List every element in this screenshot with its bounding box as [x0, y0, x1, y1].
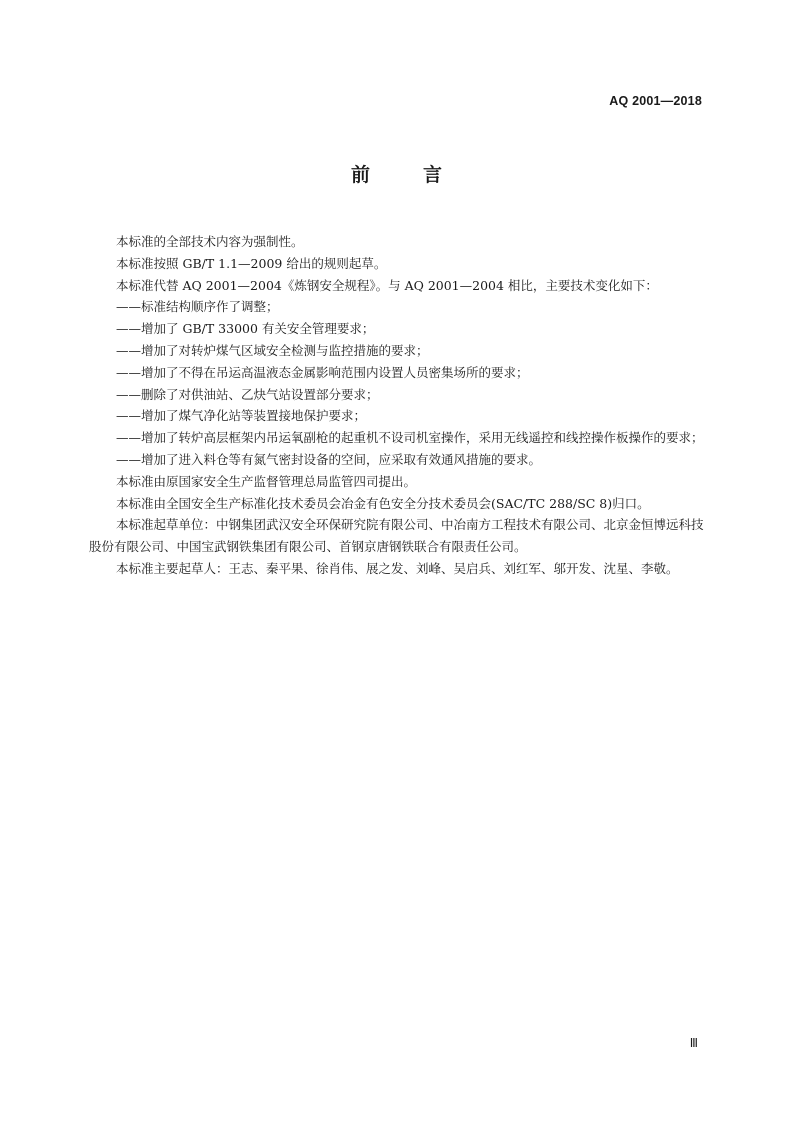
paragraph-drafters: 本标准主要起草人：王志、秦平果、徐肖伟、展之发、刘峰、吴启兵、刘红军、邬开发、沈星、李敬。 — [116, 560, 679, 576]
page-title — [0, 160, 794, 187]
title-char-2: 言 — [423, 164, 444, 186]
list-item: ——增加了不得在吊运高温液态金属影响范围内设置人员密集场所的要求； — [116, 364, 529, 380]
list-item: ——增加了 GB/T 33000 有关安全管理要求； — [116, 321, 375, 337]
list-item: ——增加了进入料仓等有氮气密封设备的空间，应采取有效通风措施的要求。 — [116, 451, 542, 467]
paragraph-drafting-units: 本标准起草单位：中钢集团武汉安全环保研究院有限公司、中冶南方工程技术有限公司、北京金恒博远科技股份有限公司、中国宝武钢铁集团有限公司、首钢京唐钢铁联合有限责任公司。 — [89, 517, 704, 555]
title-char-1: 前 — [350, 164, 371, 186]
paragraph-replaces: 本标准代替 AQ 2001—2004《炼钢安全规程》。与 AQ 2001—2004 相比，主要技术变化如下： — [116, 277, 658, 293]
page-number: Ⅲ — [689, 1036, 698, 1050]
list-item: ——删除了对供油站、乙炔气站设置部分要求； — [116, 386, 379, 402]
paragraph-drafting-rules: 本标准按照 GB/T 1.1—2009 给出的规则起草。 — [116, 255, 387, 271]
paragraph-proposed-by: 本标准由原国家安全生产监督管理总局监管四司提出。 — [116, 473, 417, 489]
list-item: ——增加了转炉高层框架内吊运氧副枪的起重机不设司机室操作，采用无线遥控和线控操作板操作的要求； — [116, 430, 704, 446]
foreword-body — [89, 231, 704, 580]
paragraph-mandatory: 本标准的全部技术内容为强制性。 — [116, 234, 304, 249]
list-item: ——增加了煤气净化站等装置接地保护要求； — [116, 408, 367, 424]
standard-code: AQ 2001—2018 — [609, 94, 702, 108]
list-item: ——标准结构顺序作了调整； — [116, 299, 279, 315]
list-item: ——增加了对转炉煤气区域安全检测与监控措施的要求； — [116, 342, 429, 358]
paragraph-under-jurisdiction: 本标准由全国安全生产标准化技术委员会冶金有色安全分技术委员会(SAC/TC 288/SC 8)归口。 — [116, 495, 650, 511]
